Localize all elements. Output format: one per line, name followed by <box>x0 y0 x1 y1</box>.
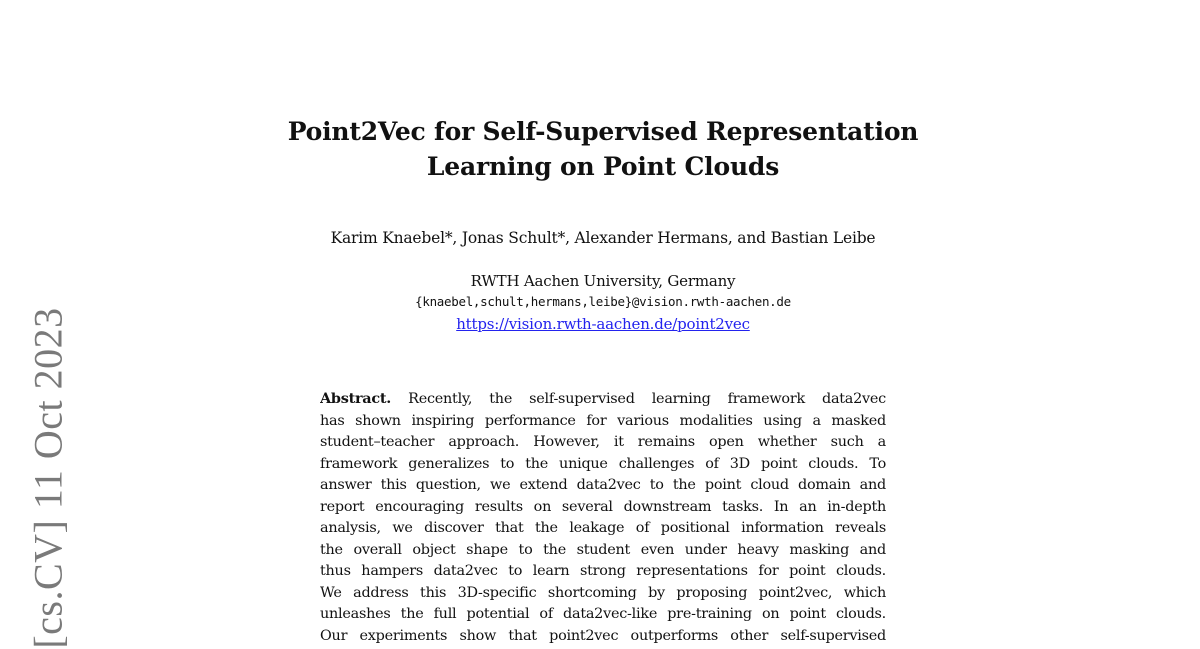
abstract-line: We address this 3D-specific shortcoming by proposing point2vec, which <box>320 584 886 601</box>
abstract-line: the overall object shape to the student even under heavy masking and <box>320 541 886 558</box>
abstract <box>320 388 886 647</box>
abstract-line: student–teacher approach. However, it remains open whether such a <box>320 434 886 450</box>
abstract-line <box>320 388 886 411</box>
abstract-line: analysis, we discover that the leakage of positional information reveals <box>320 520 886 536</box>
abstract-label: Abstract. <box>320 390 392 407</box>
abstract-line: unleashes the full potential of data2vec-like pre-training on point clouds. <box>320 606 886 622</box>
arxiv-stamp: [cs.CV] 11 Oct 2023 <box>25 307 71 649</box>
abstract-line: Our experiments show that point2vec outperforms other self-supervised <box>320 627 886 644</box>
author-emails: {knaebel,schult,hermans,leibe}@vision.rwth-aachen.de <box>415 294 791 309</box>
abstract-line: report encouraging results on several downstream tasks. In an in-depth <box>320 498 886 515</box>
title-line: Learning on Point Clouds <box>426 152 780 181</box>
paper-title <box>200 114 1006 184</box>
author-list: Karim Knaebel*, Jonas Schult*, Alexander Hermans, and Bastian Leibe <box>330 229 876 247</box>
project-page-link[interactable]: https://vision.rwth-aachen.de/point2vec <box>456 315 750 333</box>
affiliation: RWTH Aachen University, Germany <box>470 272 736 290</box>
abstract-line: has shown inspiring performance for various modalities using a masked <box>320 412 886 429</box>
abstract-line: thus hampers data2vec to learn strong representations for point clouds. <box>320 563 886 579</box>
abstract-line-text: Recently, the self-supervised learning framework data2vec <box>408 391 886 407</box>
title-line: Point2Vec for Self-Supervised Representation <box>287 117 919 146</box>
abstract-line: answer this question, we extend data2vec to the point cloud domain and <box>320 477 886 493</box>
abstract-line: framework generalizes to the unique challenges of 3D point clouds. To <box>320 455 886 472</box>
